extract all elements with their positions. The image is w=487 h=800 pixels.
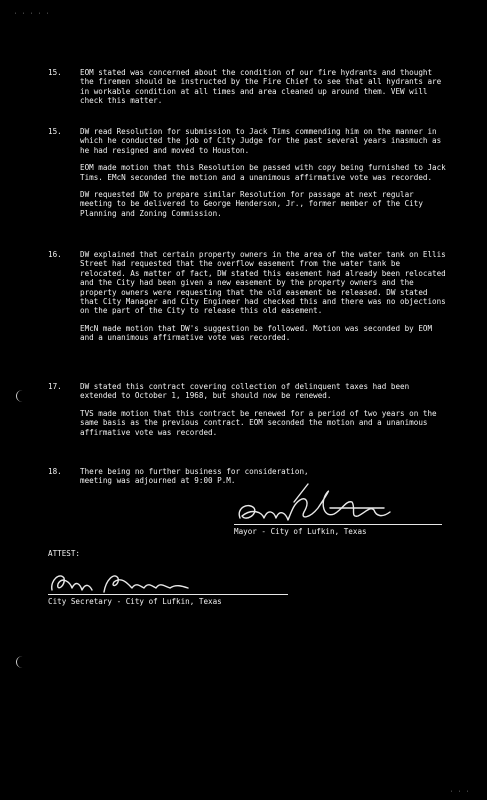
scan-artifact-bottom: · · · <box>450 789 471 795</box>
punch-hole-mark <box>16 390 29 402</box>
item-paragraph: DW read Resolution for submission to Jack Tims commending him on the manner in which he conducted the job of City Judge for the past several years inasmuch as he had resigned and moved to Houston. <box>80 127 442 155</box>
item-body <box>80 68 448 114</box>
item-paragraph: DW explained that certain property owners in the area of the water tank on Ellis Street had requested that the overflow easement from the water tank be relocated. As matter of fact, DW stated this easement had already been relocated and the City had been given a new easement by the property owners and the property owners were requesting that the old easement be released. DW stated that City Manager and City Engineer had checked this and there was no objections on the part of the City to release this old easement. <box>80 250 446 316</box>
mayor-signature-block <box>234 478 442 542</box>
item-body <box>80 382 448 445</box>
item-paragraph: EMcN made motion that DW's suggestion be followed. Motion was seconded by EOM and a unanimous affirmative vote was recorded. <box>80 323 433 343</box>
item-number: 15. <box>48 68 62 77</box>
mayor-caption: Mayor - City of Lufkin, Texas <box>234 527 367 536</box>
item-paragraph: TVS made motion that this contract be renewed for a period of two years on the same basis as the previous contract. EOM seconded the motion and a unanimous affirmative vote was recorded. <box>80 408 437 437</box>
punch-hole-mark <box>16 656 29 668</box>
item-paragraph: DW requested DW to prepare similar Resolution for passage at next regular meeting to be delivered to George Henderson, Jr., former member of the City Planning and Zoning Commission. <box>80 190 423 218</box>
scan-artifact-top: · · · · · <box>14 11 51 17</box>
attest-label: ATTEST: <box>48 549 81 558</box>
mayor-signature-line <box>234 524 442 525</box>
item-number: 18. <box>48 467 62 476</box>
item-paragraph: DW stated this contract covering collection of delinquent taxes had been extended to October 1, 1968, but should now be renewed. <box>80 382 410 401</box>
secretary-signature <box>48 566 288 596</box>
mayor-signature <box>234 478 442 526</box>
item-body <box>80 250 448 351</box>
item-number: 17. <box>48 382 62 391</box>
item-paragraph: EOM stated was concerned about the condition of our fire hydrants and thought the firemen should be instructed by the Fire Chief to see that all hydrants are in workable condition at all times and area cleaned up around them. VEW will check this matter. <box>80 68 442 106</box>
item-body <box>80 127 448 226</box>
secretary-caption: City Secretary - City of Lufkin, Texas <box>48 597 222 606</box>
item-paragraph: There being no further business for consideration, meeting was adjourned at 9:00 P.M. <box>80 467 309 486</box>
secretary-signature-block <box>48 566 288 612</box>
secretary-signature-line <box>48 594 288 595</box>
item-paragraph: EOM made motion that this Resolution be passed with copy being furnished to Jack Tims. EMcN seconded the motion and a unanimous affirmative vote was recorded. <box>80 163 446 182</box>
item-number: 15. <box>48 127 62 136</box>
item-number: 16. <box>48 250 62 259</box>
